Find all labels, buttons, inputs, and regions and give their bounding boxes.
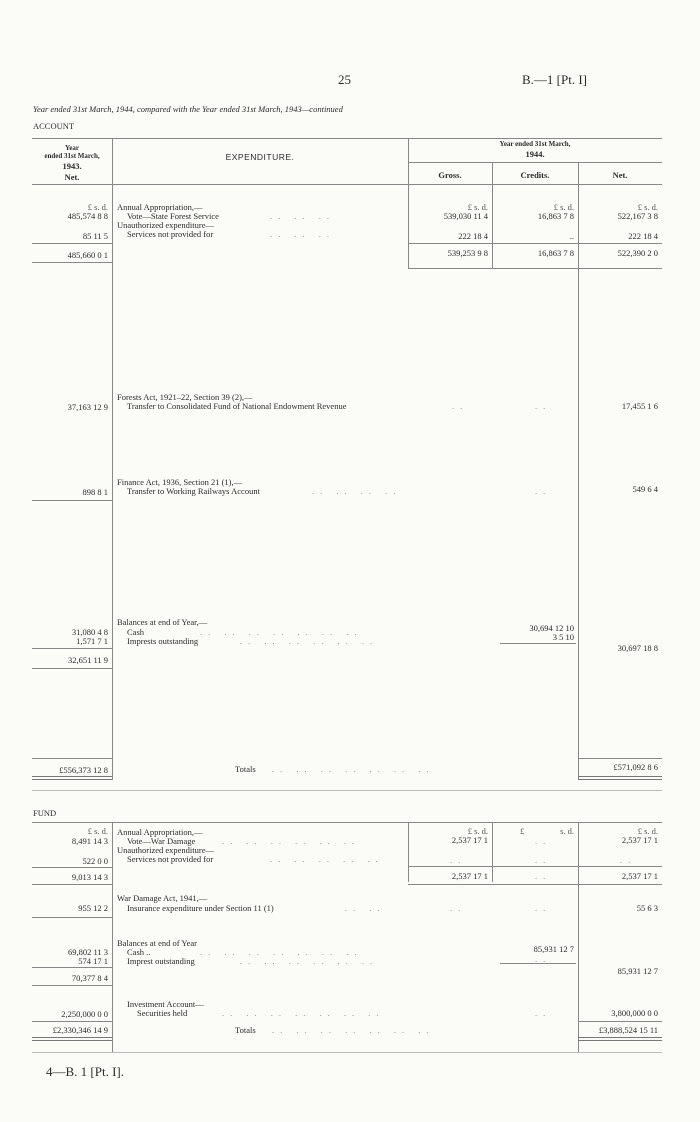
fund-subtotal-rule	[408, 884, 662, 885]
table-top-rule	[32, 138, 662, 139]
col-net: Net.	[612, 170, 628, 180]
fund-net-investment: 3,800,000 0 0	[611, 1008, 658, 1018]
dot-leader: ..	[450, 903, 467, 913]
fund-imprest: Imprest outstanding	[127, 956, 195, 966]
row-rule	[32, 500, 112, 501]
fund-balances: Balances at end of Year	[117, 938, 198, 948]
account-unauth: Unauthorized expenditure—	[117, 220, 215, 230]
account-prev-balances-total: 32,651 11 9	[67, 655, 108, 665]
fund-credits-cash: 85,931 12 7	[533, 944, 574, 954]
fund-prev-vote: 8,491 14 3	[71, 836, 108, 846]
col-credits: Credits.	[520, 170, 550, 180]
fund-gross-total: 2,537 17 1	[451, 871, 488, 881]
row-rule	[32, 985, 112, 986]
totals-rule	[32, 1021, 112, 1022]
dot-leader: ..	[620, 855, 637, 865]
fund-units-prev: £ s. d.	[87, 826, 108, 836]
totals-double-rule	[32, 776, 112, 780]
totals-rule	[578, 758, 662, 759]
dot-leader: .. .. .. .. .. ..	[240, 956, 379, 966]
fund-prev-grand-total: £2,330,346 14 9	[52, 1025, 108, 1035]
col-expenditure: EXPENDITURE.	[225, 152, 295, 162]
row-rule	[32, 917, 112, 918]
fund-prev-balances-total: 70,377 8 4	[71, 973, 108, 983]
dot-leader: ..	[452, 401, 469, 411]
dot-leader: ..	[535, 954, 552, 964]
col-divider-1	[112, 138, 113, 780]
account-cash: Cash	[127, 627, 144, 637]
account-net-grand-total: £571,092 8 6	[613, 762, 658, 772]
subtotal-rule	[32, 243, 112, 244]
subtotal-rule	[408, 243, 662, 244]
finance-act: Finance Act, 1936, Section 21 (1),—	[117, 477, 243, 487]
fund-subtotal-rule	[32, 867, 112, 868]
fund-net-total: 2,537 17 1	[621, 871, 658, 881]
account-credits-cash: 30,694 12 10	[529, 623, 574, 633]
account-balances: Balances at end of Year,—	[117, 617, 208, 627]
forests-net: 17,455 1 6	[621, 401, 658, 411]
page-reference: B.—1 [Pt. I]	[522, 72, 587, 87]
fund-prev-investment: 2,250,000 0 0	[61, 1009, 108, 1019]
fund-cash: Cash ..	[127, 947, 151, 957]
account-net-vote: 522,167 3 8	[617, 211, 658, 221]
dot-leader: .. .. .. .. .. .. ..	[200, 627, 363, 637]
account-gross-total: 539,253 9 8	[447, 248, 488, 258]
dot-leader: .. .. .. ..	[312, 486, 402, 496]
account-totals: Totals	[235, 764, 256, 774]
account-prev-imprests: 1,571 7 1	[76, 636, 108, 646]
finance-net: 549 6 4	[632, 484, 658, 494]
subtotal-rule	[408, 268, 662, 269]
col-year-1943-line3: 1943.	[62, 161, 82, 171]
section-title-account: ACCOUNT	[33, 121, 75, 131]
dot-leader: ..	[535, 486, 552, 496]
page-subtitle: Year ended 31st March, 1944, compared with the Year ended 31st March, 1943—continued	[33, 104, 343, 114]
section-title-fund: FUND	[33, 808, 57, 818]
units-credits: £ s. d.	[553, 202, 574, 212]
finance-transfer: Transfer to Working Railways Account	[127, 486, 260, 496]
dot-leader: ..	[450, 855, 467, 865]
page-footer: 4—B. 1 [Pt. I].	[46, 1064, 124, 1079]
account-annual-appropriation: Annual Appropriation,—	[117, 202, 203, 212]
war-insurance: Insurance expenditure under Section 11 (1)	[127, 903, 274, 913]
col-year-1943-net: Net.	[64, 172, 80, 182]
row-rule	[500, 643, 576, 644]
fund-services-not-provided: Services not provided for	[127, 854, 214, 864]
forests-act: Forests Act, 1921–22, Section 39 (2),—	[117, 392, 253, 402]
col-year-1943-line1: Year	[65, 144, 79, 152]
fund-annual-appropriation: Annual Appropriation,—	[117, 827, 203, 837]
units-net: £ s. d.	[637, 202, 658, 212]
fund-subtotal-rule	[408, 866, 662, 867]
subtotal-rule	[32, 262, 112, 263]
account-prev-cash: 31,080 4 8	[71, 627, 108, 637]
row-rule	[32, 648, 112, 649]
fund-net-grand-total: £3,888,524 15 11	[598, 1025, 658, 1035]
col-gross: Gross.	[438, 170, 462, 180]
col-year-1944-line1: Year ended 31st March,	[499, 140, 571, 148]
fund-net-balances: 85,931 12 7	[617, 966, 658, 976]
dot-leader: .. .. .. .. .. .. ..	[222, 1008, 385, 1018]
totals-double-rule	[578, 776, 662, 780]
totals-double-rule	[32, 1037, 112, 1041]
account-credits-unauth: ..	[569, 231, 574, 241]
totals-rule	[578, 1021, 662, 1022]
account-prev-grand-total: £556,373 12 8	[59, 765, 108, 775]
war-damage-act: War Damage Act, 1941,—	[117, 893, 208, 903]
fund-col-divider-1	[112, 822, 113, 1052]
account-net-total: 522,390 2 0	[617, 248, 658, 258]
fund-units-credits-pound: £	[520, 826, 525, 836]
fund-subtotal-rule	[32, 884, 112, 885]
dot-leader: .. .. .. .. .. .. ..	[272, 764, 435, 774]
forests-transfer: Transfer to Consolidated Fund of National Endowment Revenue	[127, 401, 347, 411]
forests-prev: 37,163 12 9	[67, 402, 108, 412]
fund-vote-war: Vote—War Damage	[127, 836, 196, 846]
securities-held: Securities held	[137, 1008, 188, 1018]
col-header-bottom-rule	[32, 184, 662, 185]
dot-leader: .. .. .. .. .. ..	[222, 836, 361, 846]
account-net-balances: 30,697 18 8	[617, 643, 658, 653]
dot-leader: ..	[535, 871, 552, 881]
account-gross-unauth: 222 18 4	[458, 231, 488, 241]
dot-leader: .. .. .. .. ..	[270, 854, 384, 864]
col-year-1943-line2: ended 31st March,	[44, 152, 100, 160]
totals-double-rule	[578, 1037, 662, 1041]
dot-leader: ..	[535, 1008, 552, 1018]
war-net: 55 6 3	[636, 903, 658, 913]
dot-leader: ..	[535, 855, 552, 865]
fund-totals: Totals	[235, 1025, 256, 1035]
fund-units-net: £ s. d.	[637, 826, 658, 836]
investment-account: Investment Account—	[127, 999, 204, 1009]
account-services-not-provided: Services not provided for	[127, 229, 214, 239]
dot-leader: .. .. .. .. .. .. ..	[272, 1025, 435, 1035]
war-prev: 955 12 2	[78, 903, 108, 913]
fund-gross-vote: 2,537 17 1	[451, 835, 488, 845]
account-imprests: Imprests outstanding	[127, 636, 199, 646]
fund-net-vote: 2,537 17 1	[621, 835, 658, 845]
fund-prev-unauth: 522 0 0	[82, 856, 108, 866]
dot-leader: .. .. .. .. .. ..	[240, 636, 379, 646]
dot-leader: .. ..	[345, 903, 386, 913]
totals-rule	[32, 758, 112, 759]
col-header-mid-rule	[408, 162, 662, 163]
dot-leader: ..	[535, 903, 552, 913]
dot-leader: ..	[535, 401, 552, 411]
section-divider	[32, 1052, 662, 1053]
units-gross: £ s. d.	[467, 202, 488, 212]
finance-prev: 898 8 1	[82, 487, 108, 497]
account-prev-vote: 485,574 8 8	[67, 211, 108, 221]
account-credits-vote: 16,863 7 8	[537, 211, 574, 221]
row-rule	[32, 668, 112, 669]
account-prev-total: 485,660 0 1	[67, 250, 108, 260]
dot-leader: .. .. ..	[270, 229, 335, 239]
fund-units-credits: s. d.	[560, 826, 574, 836]
fund-prev-cash: 69,802 11 3	[67, 947, 108, 957]
section-divider	[32, 790, 662, 791]
account-gross-vote: 539,030 11 4	[443, 211, 488, 221]
fund-unauth: Unauthorized expenditure—	[117, 845, 215, 855]
dot-leader: .. .. .. .. .. .. ..	[200, 947, 363, 957]
account-credits-total: 16,863 7 8	[537, 248, 574, 258]
account-prev-unauth: 85 11 5	[82, 231, 108, 241]
fund-top-rule	[32, 822, 662, 823]
dot-leader: .. .. ..	[270, 211, 335, 221]
account-net-unauth: 222 18 4	[628, 231, 658, 241]
account-credits-imprests: 3 5 10	[552, 632, 574, 642]
row-rule	[32, 967, 112, 968]
fund-prev-total: 9,013 14 3	[71, 872, 108, 882]
dot-leader: ..	[535, 836, 552, 846]
row-rule	[500, 963, 576, 964]
account-vote-forest: Vote—State Forest Service	[127, 211, 219, 221]
col-year-1944-line2: 1944.	[525, 149, 545, 159]
units-prev: £ s. d.	[87, 202, 108, 212]
page-number: 25	[338, 72, 351, 87]
fund-units-gross: £ s. d.	[467, 826, 488, 836]
fund-prev-imprest: 574 17 1	[78, 956, 108, 966]
